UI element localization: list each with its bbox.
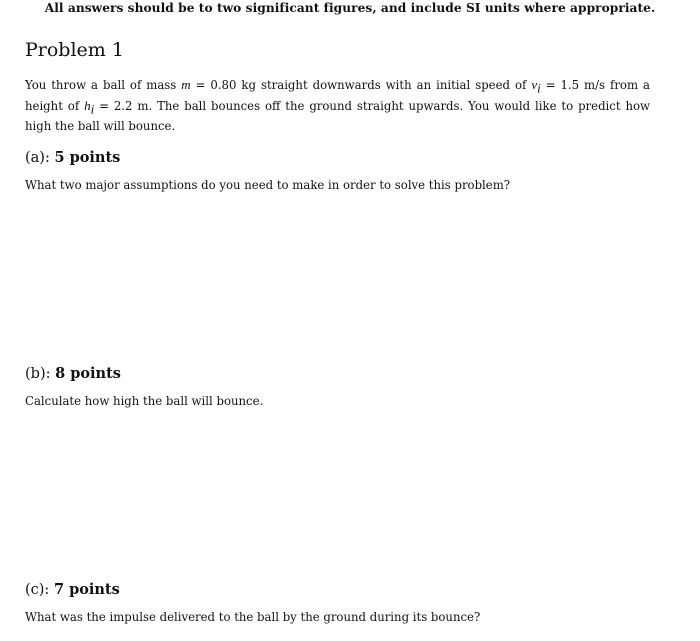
part-c-points: 7 points xyxy=(53,581,120,598)
part-c-label: (c): xyxy=(25,582,50,598)
part-b-points: 8 points xyxy=(55,365,121,382)
height-subscript: i xyxy=(90,101,95,117)
part-b-question: Calculate how high the ball will bounce. xyxy=(25,394,264,408)
part-c-question: What was the impulse delivered to the ball by the ground during its bounce? xyxy=(25,610,481,624)
statement-text-3: from a height of xyxy=(25,78,650,113)
part-a-label: (a): xyxy=(25,150,50,166)
part-b-heading xyxy=(25,365,121,382)
height-value: = 2.2 m xyxy=(94,98,149,113)
height-symbol: h xyxy=(84,97,91,113)
problem-title: Problem 1 xyxy=(25,39,124,61)
statement-text-1: You throw a ball of mass xyxy=(25,78,182,92)
part-b-label: (b): xyxy=(25,366,51,382)
speed-value: = 1.5 m/s xyxy=(540,78,606,92)
part-a-question: What two major assumptions do you need to make in order to solve this problem? xyxy=(25,178,511,192)
mass-symbol: m xyxy=(181,77,191,92)
statement-text-4: . The ball bounces off the ground straight upwards. You would like to predict how high the ball will bounce. xyxy=(25,98,651,133)
part-a-points: 5 points xyxy=(54,149,121,166)
mass-value: = 0.80 kg xyxy=(190,78,256,92)
problem-statement xyxy=(25,76,650,135)
instructions-header: All answers should be to two significant figures, and include SI units where appropriate. xyxy=(44,1,656,15)
statement-text-2: straight downwards with an initial speed of xyxy=(255,78,532,92)
speed-symbol: v xyxy=(531,77,538,92)
part-c-heading xyxy=(25,581,120,598)
part-a-heading xyxy=(25,149,120,166)
speed-subscript: i xyxy=(537,80,541,96)
